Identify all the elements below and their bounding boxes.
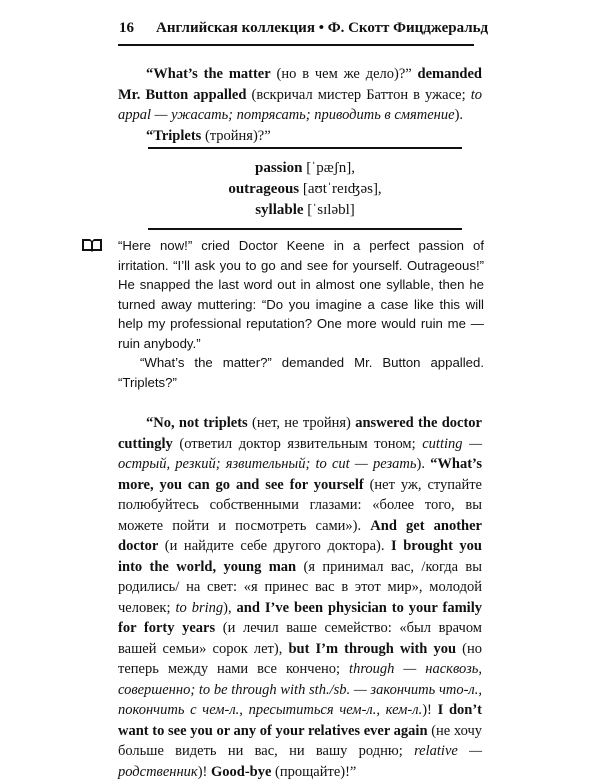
vocab-entry	[148, 158, 462, 179]
vocab-word: syllable	[255, 202, 304, 218]
running-head	[119, 20, 489, 37]
ru-translation: (и лечил ваше семейство: «был врачом вашей семьи» сорок лет),	[118, 620, 482, 657]
punctuation: )!	[422, 702, 438, 718]
en-phrase: Good-bye	[211, 763, 272, 780]
original-paragraph-1: “Here now!” cried Doctor Keene in a perfect passion of irritation. “I’ll ask you to go and see for yourself. Outrageous!” He snapped the last word out in almost one syllable, then he turned away muttering: “Do you imagine a case like this will help my professional reputation? One more would ruin me — ruin anybody.”	[118, 238, 484, 351]
ru-translation: (и найдите себе другого доктора).	[158, 538, 392, 554]
gloss: to appal — ужасать; потрясать; приводить в смятение	[118, 86, 482, 123]
en-phrase: I brought you into the world, young man	[118, 538, 482, 575]
ru-translation: (тройня)?”	[201, 127, 271, 144]
vocab-top-rule	[148, 147, 462, 149]
vocab-word: outrageous	[228, 181, 300, 197]
ru-translation: (нет, не тройня)	[247, 415, 356, 431]
vocab-transcription: [ˈpæʃn],	[302, 160, 356, 176]
en-phrase: “Triplets	[146, 127, 202, 144]
ru-translation: (но в чем же дело)?”	[270, 66, 418, 82]
gloss: relative — родственник	[118, 743, 482, 780]
gloss: through — насквозь, совершенно; to be through with sth./sb. — закончить что-л., покончить с чем-л., пресытиться чем-л., кем-л.	[118, 661, 482, 718]
vocabulary-box	[148, 158, 462, 221]
ru-translation: (но теперь между нами все кончено;	[118, 640, 482, 677]
ru-translation: (нет уж, ступайте полюбуйтесь собственными глазами: «более того, вы можете пойти и посмотреть сами»).	[118, 476, 482, 534]
page-number: 16	[119, 20, 134, 36]
original-text	[118, 236, 484, 392]
en-phrase: “No, not triplets	[146, 415, 248, 431]
gloss: to bring	[175, 599, 224, 616]
open-book-icon	[81, 237, 103, 253]
ru-translation: (не хочу больше видеть ни вас, ни вашу родню;	[118, 722, 482, 759]
en-phrase: “What’s the matter	[146, 66, 271, 82]
en-phrase: “What’s more, you can go and see for yourself	[118, 456, 482, 493]
en-phrase: demanded Mr. Button appalled	[118, 66, 482, 103]
en-phrase: I don’t want to see you or any of your relatives ever again	[118, 702, 482, 739]
punctuation: )!	[197, 763, 211, 780]
ru-translation: (вскричал мистер Баттон в ужасе;	[246, 86, 471, 103]
running-title: Английская коллекция • Ф. Скотт Фицджеральд	[156, 20, 489, 36]
original-paragraph-2: “What’s the matter?” demanded Mr. Button appalled. “Triplets?”	[118, 355, 484, 390]
vocab-entry	[148, 200, 462, 221]
annotated-passage-1	[118, 64, 482, 146]
en-phrase: And get another doctor	[118, 517, 482, 554]
vocab-entry	[148, 179, 462, 200]
en-phrase: answered the doctor cuttingly	[118, 415, 482, 452]
annotated-paragraph	[118, 413, 482, 782]
vocab-word: passion	[254, 160, 303, 176]
ru-translation: (я принимал вас, /когда вы родились/ на свет: «я принес вас в этот мир», молодой человек;	[118, 558, 482, 616]
annotated-sentence-1	[118, 64, 482, 126]
vocab-transcription: [ˈsɪləbl]	[303, 202, 355, 218]
annotated-passage-2	[118, 413, 482, 782]
header-rule	[118, 44, 474, 46]
en-phrase: and I’ve been physician to your family for forty years	[118, 599, 482, 636]
en-phrase: but I’m through with you	[288, 640, 457, 657]
annotated-sentence-2	[118, 126, 482, 147]
vocab-bottom-rule	[148, 228, 462, 230]
punctuation: ).	[416, 456, 431, 472]
punctuation: ).	[454, 107, 464, 123]
vocab-transcription: [aʊtˈreɪʤəs],	[299, 181, 382, 197]
ru-translation: (ответил доктор язвительным тоном;	[172, 435, 423, 452]
ru-translation: (прощайте)!”	[271, 763, 357, 780]
gloss: cutting — острый, резкий; язвительный; to cut — резать	[118, 435, 482, 472]
punctuation: ),	[223, 599, 237, 616]
